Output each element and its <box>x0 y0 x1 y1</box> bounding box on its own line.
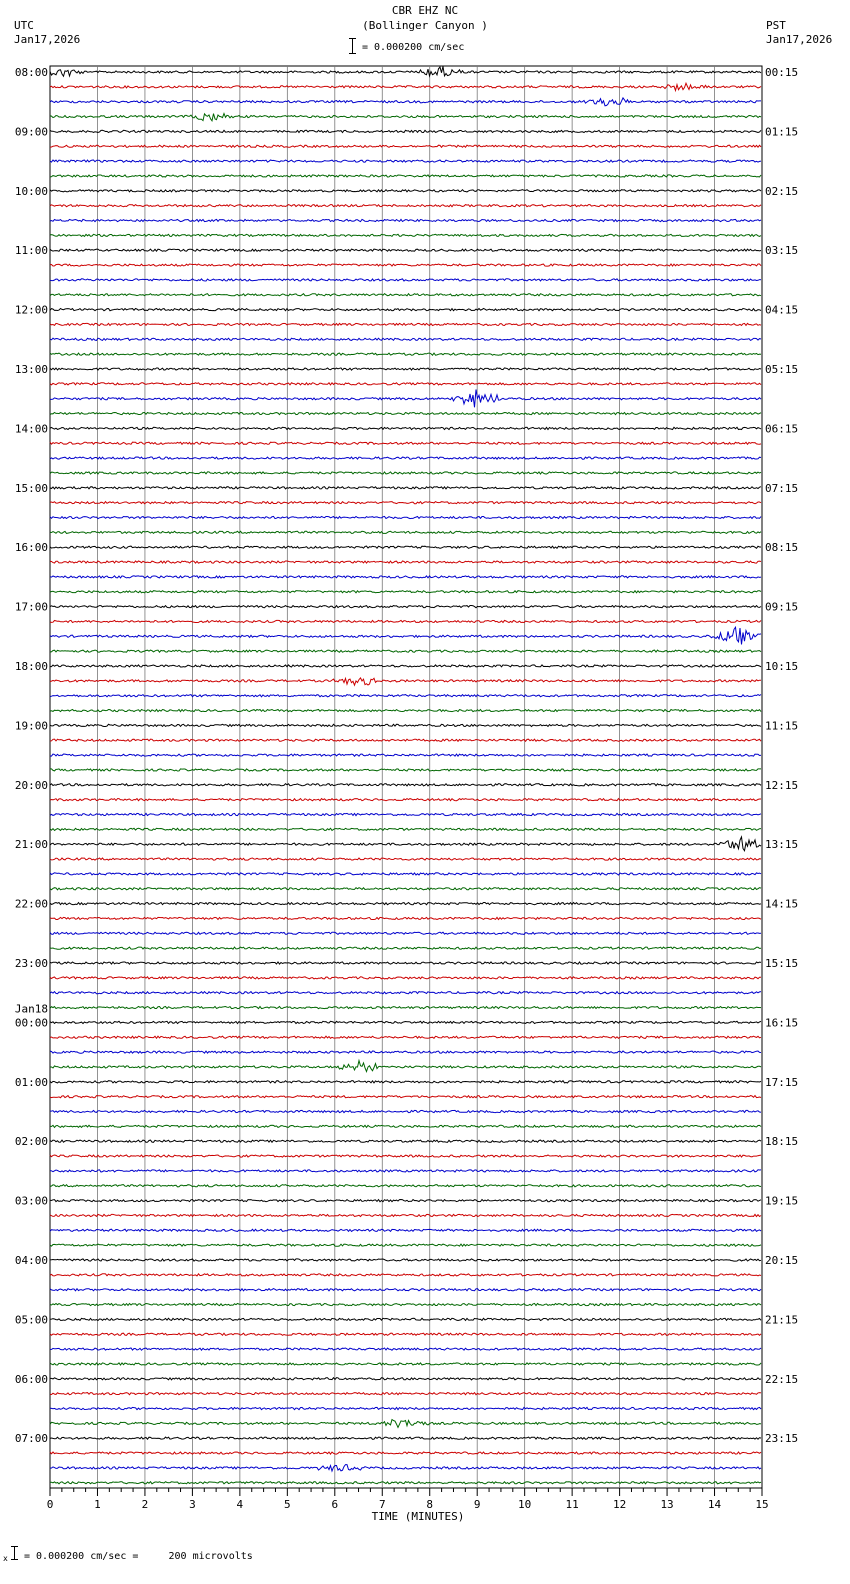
right-timezone: PST <box>766 19 786 32</box>
pst-hour-label: 10:15 <box>765 660 799 673</box>
trace-62 <box>50 992 761 994</box>
trace-72 <box>50 1140 761 1142</box>
x-tick-label: 14 <box>707 1498 722 1511</box>
pst-hour-label: 05:15 <box>765 363 799 376</box>
trace-5 <box>50 145 761 147</box>
trace-4 <box>50 130 761 132</box>
utc-hour-label: 17:00 <box>14 600 48 614</box>
trace-68 <box>50 1081 761 1083</box>
trace-15 <box>50 294 761 296</box>
trace-69 <box>50 1096 761 1098</box>
trace-54 <box>50 873 761 875</box>
trace-83 <box>50 1304 761 1306</box>
trace-34 <box>50 576 761 578</box>
trace-66 <box>50 1051 761 1053</box>
pst-hour-label: 18:15 <box>765 1135 799 1149</box>
pst-hour-label: 03:15 <box>765 244 799 258</box>
trace-2 <box>50 98 761 106</box>
x-axis <box>47 1488 769 1511</box>
trace-46 <box>50 754 761 756</box>
footer-mark: x <box>3 1554 8 1563</box>
trace-79 <box>50 1244 761 1246</box>
trace-6 <box>50 160 761 162</box>
trace-30 <box>50 516 761 518</box>
x-tick-label: 9 <box>473 1498 481 1511</box>
trace-73 <box>50 1155 761 1157</box>
left-timezone: UTC <box>14 19 34 32</box>
pst-hour-label: 17:15 <box>765 1075 799 1089</box>
trace-77 <box>50 1214 761 1216</box>
trace-48 <box>50 784 761 786</box>
trace-13 <box>50 264 761 266</box>
footer-scale-note: = 0.000200 cm/sec = 200 microvolts <box>24 1551 253 1562</box>
x-tick-label: 12 <box>612 1498 627 1511</box>
trace-51 <box>50 828 761 830</box>
trace-39 <box>50 650 761 652</box>
utc-hour-label: 19:00 <box>14 719 48 733</box>
trace-84 <box>50 1318 761 1320</box>
trace-71 <box>50 1125 761 1127</box>
trace-24 <box>50 427 761 429</box>
pst-hour-label: 09:15 <box>765 600 799 614</box>
x-tick-label: 10 <box>518 1498 532 1511</box>
trace-17 <box>50 323 761 325</box>
pst-hour-label: 15:15 <box>765 957 799 970</box>
trace-47 <box>50 769 761 771</box>
trace-89 <box>50 1393 761 1395</box>
utc-hour-label: 11:00 <box>14 244 48 258</box>
trace-43 <box>50 710 761 712</box>
trace-70 <box>50 1110 761 1112</box>
pst-hour-label: 01:15 <box>765 125 799 139</box>
trace-67 <box>50 1061 761 1072</box>
trace-53 <box>50 858 761 860</box>
utc-hour-label: 23:00 <box>14 957 48 970</box>
trace-85 <box>50 1333 761 1335</box>
trace-37 <box>50 620 761 622</box>
trace-57 <box>50 917 761 919</box>
trace-21 <box>50 383 761 385</box>
trace-20 <box>50 368 761 370</box>
trace-74 <box>50 1170 761 1172</box>
trace-1 <box>50 83 761 90</box>
utc-hour-label: 02:00 <box>14 1135 48 1149</box>
utc-hour-label: 09:00 <box>14 125 48 139</box>
trace-8 <box>50 190 761 192</box>
trace-38 <box>50 627 761 644</box>
x-tick-label: 3 <box>189 1498 196 1511</box>
trace-26 <box>50 457 761 459</box>
trace-18 <box>50 338 761 340</box>
trace-87 <box>50 1363 761 1365</box>
utc-hour-label: 08:00 <box>14 66 48 79</box>
utc-hour-label: 15:00 <box>14 481 48 495</box>
trace-88 <box>50 1378 761 1380</box>
trace-63 <box>50 1007 761 1009</box>
trace-31 <box>50 531 761 533</box>
trace-56 <box>50 903 761 905</box>
utc-hour-label: 03:00 <box>14 1194 48 1208</box>
x-tick-label: 7 <box>378 1498 386 1511</box>
trace-28 <box>50 487 761 489</box>
trace-50 <box>50 813 761 815</box>
utc-hour-label: 00:00 <box>14 1016 48 1030</box>
pst-hour-label: 07:15 <box>765 481 799 495</box>
date-change-label: Jan18 <box>14 1002 48 1016</box>
station-title: CBR EHZ NC <box>391 4 459 17</box>
utc-hour-label: 01:00 <box>14 1075 48 1089</box>
pst-hour-label: 13:15 <box>765 838 799 852</box>
trace-78 <box>50 1229 761 1231</box>
trace-0 <box>50 66 761 76</box>
pst-hour-label: 21:15 <box>765 1313 799 1327</box>
trace-22 <box>50 390 761 408</box>
trace-19 <box>50 353 761 355</box>
utc-hour-label: 06:00 <box>14 1372 48 1386</box>
trace-49 <box>50 799 761 801</box>
utc-hour-label: 22:00 <box>14 897 48 911</box>
trace-64 <box>50 1021 761 1023</box>
pst-hour-label: 22:15 <box>765 1372 799 1386</box>
pst-hour-label: 20:15 <box>765 1254 799 1267</box>
left-date: Jan17,2026 <box>14 33 81 46</box>
trace-93 <box>50 1452 761 1454</box>
trace-86 <box>50 1348 761 1350</box>
trace-55 <box>50 888 761 890</box>
trace-76 <box>50 1200 761 1202</box>
trace-45 <box>50 739 761 741</box>
trace-33 <box>50 561 761 563</box>
seismic-traces <box>50 66 761 1483</box>
trace-12 <box>50 249 761 251</box>
trace-9 <box>50 205 761 207</box>
pst-hour-label: 12:15 <box>765 778 799 792</box>
utc-hour-label: 14:00 <box>14 422 48 436</box>
trace-27 <box>50 472 761 474</box>
x-tick-label: 2 <box>141 1498 149 1511</box>
x-tick-label: 1 <box>94 1498 101 1511</box>
x-tick-label: 11 <box>565 1498 579 1511</box>
pst-hour-label: 08:15 <box>765 541 799 555</box>
x-tick-label: 0 <box>46 1498 54 1511</box>
utc-hour-label: 20:00 <box>14 778 48 792</box>
station-location: (Bollinger Canyon ) <box>362 19 488 32</box>
x-axis-label: TIME (MINUTES) <box>371 1510 465 1523</box>
utc-hour-label: 04:00 <box>14 1254 48 1267</box>
utc-hour-label: 07:00 <box>14 1432 48 1446</box>
x-tick-label: 15 <box>755 1498 769 1511</box>
trace-82 <box>50 1289 761 1291</box>
pst-hour-label: 04:15 <box>765 303 799 317</box>
utc-hour-label: 16:00 <box>14 541 48 555</box>
trace-10 <box>50 219 761 221</box>
pst-hour-label: 14:15 <box>765 897 799 911</box>
pst-hour-label: 02:15 <box>765 184 799 198</box>
trace-36 <box>50 606 761 608</box>
trace-92 <box>50 1437 761 1439</box>
pst-hour-label: 19:15 <box>765 1194 799 1208</box>
utc-hour-label: 18:00 <box>14 660 48 673</box>
pst-hour-label: 06:15 <box>765 422 799 436</box>
trace-80 <box>50 1259 761 1261</box>
footer-scale-bar-icon <box>14 1546 15 1560</box>
trace-59 <box>50 947 761 949</box>
pst-hour-label: 11:15 <box>765 719 799 733</box>
utc-hour-label: 13:00 <box>14 363 48 376</box>
scale-label: = 0.000200 cm/sec <box>362 42 465 53</box>
trace-40 <box>50 665 761 667</box>
trace-81 <box>50 1274 761 1276</box>
trace-90 <box>50 1407 761 1409</box>
utc-hour-label: 12:00 <box>14 303 48 317</box>
trace-58 <box>50 932 761 934</box>
x-tick-label: 13 <box>660 1498 674 1511</box>
trace-29 <box>50 502 761 504</box>
trace-61 <box>50 977 761 979</box>
right-date: Jan17,2026 <box>766 33 833 46</box>
trace-44 <box>50 724 761 726</box>
trace-65 <box>50 1036 761 1038</box>
pst-hour-label: 00:15 <box>765 66 799 79</box>
utc-hour-label: 10:00 <box>14 184 48 198</box>
trace-42 <box>50 695 761 697</box>
trace-25 <box>50 442 761 444</box>
trace-14 <box>50 279 761 281</box>
trace-23 <box>50 413 761 415</box>
trace-75 <box>50 1185 761 1187</box>
trace-95 <box>50 1482 761 1484</box>
x-tick-label: 8 <box>426 1498 434 1511</box>
pst-hour-label: 23:15 <box>765 1432 799 1446</box>
trace-94 <box>50 1465 761 1471</box>
trace-41 <box>50 678 761 685</box>
x-tick-label: 5 <box>284 1498 291 1511</box>
trace-60 <box>50 962 761 964</box>
pst-hour-label: 16:15 <box>765 1016 799 1030</box>
x-tick-label: 4 <box>236 1498 244 1511</box>
trace-7 <box>50 175 761 177</box>
trace-11 <box>50 234 761 236</box>
trace-32 <box>50 546 761 548</box>
trace-52 <box>50 837 761 851</box>
utc-hour-label: 21:00 <box>14 838 48 852</box>
trace-3 <box>50 114 761 121</box>
utc-hour-label: 05:00 <box>14 1313 48 1327</box>
trace-91 <box>50 1420 761 1428</box>
trace-16 <box>50 309 761 311</box>
x-tick-label: 6 <box>331 1498 339 1511</box>
trace-35 <box>50 591 761 593</box>
